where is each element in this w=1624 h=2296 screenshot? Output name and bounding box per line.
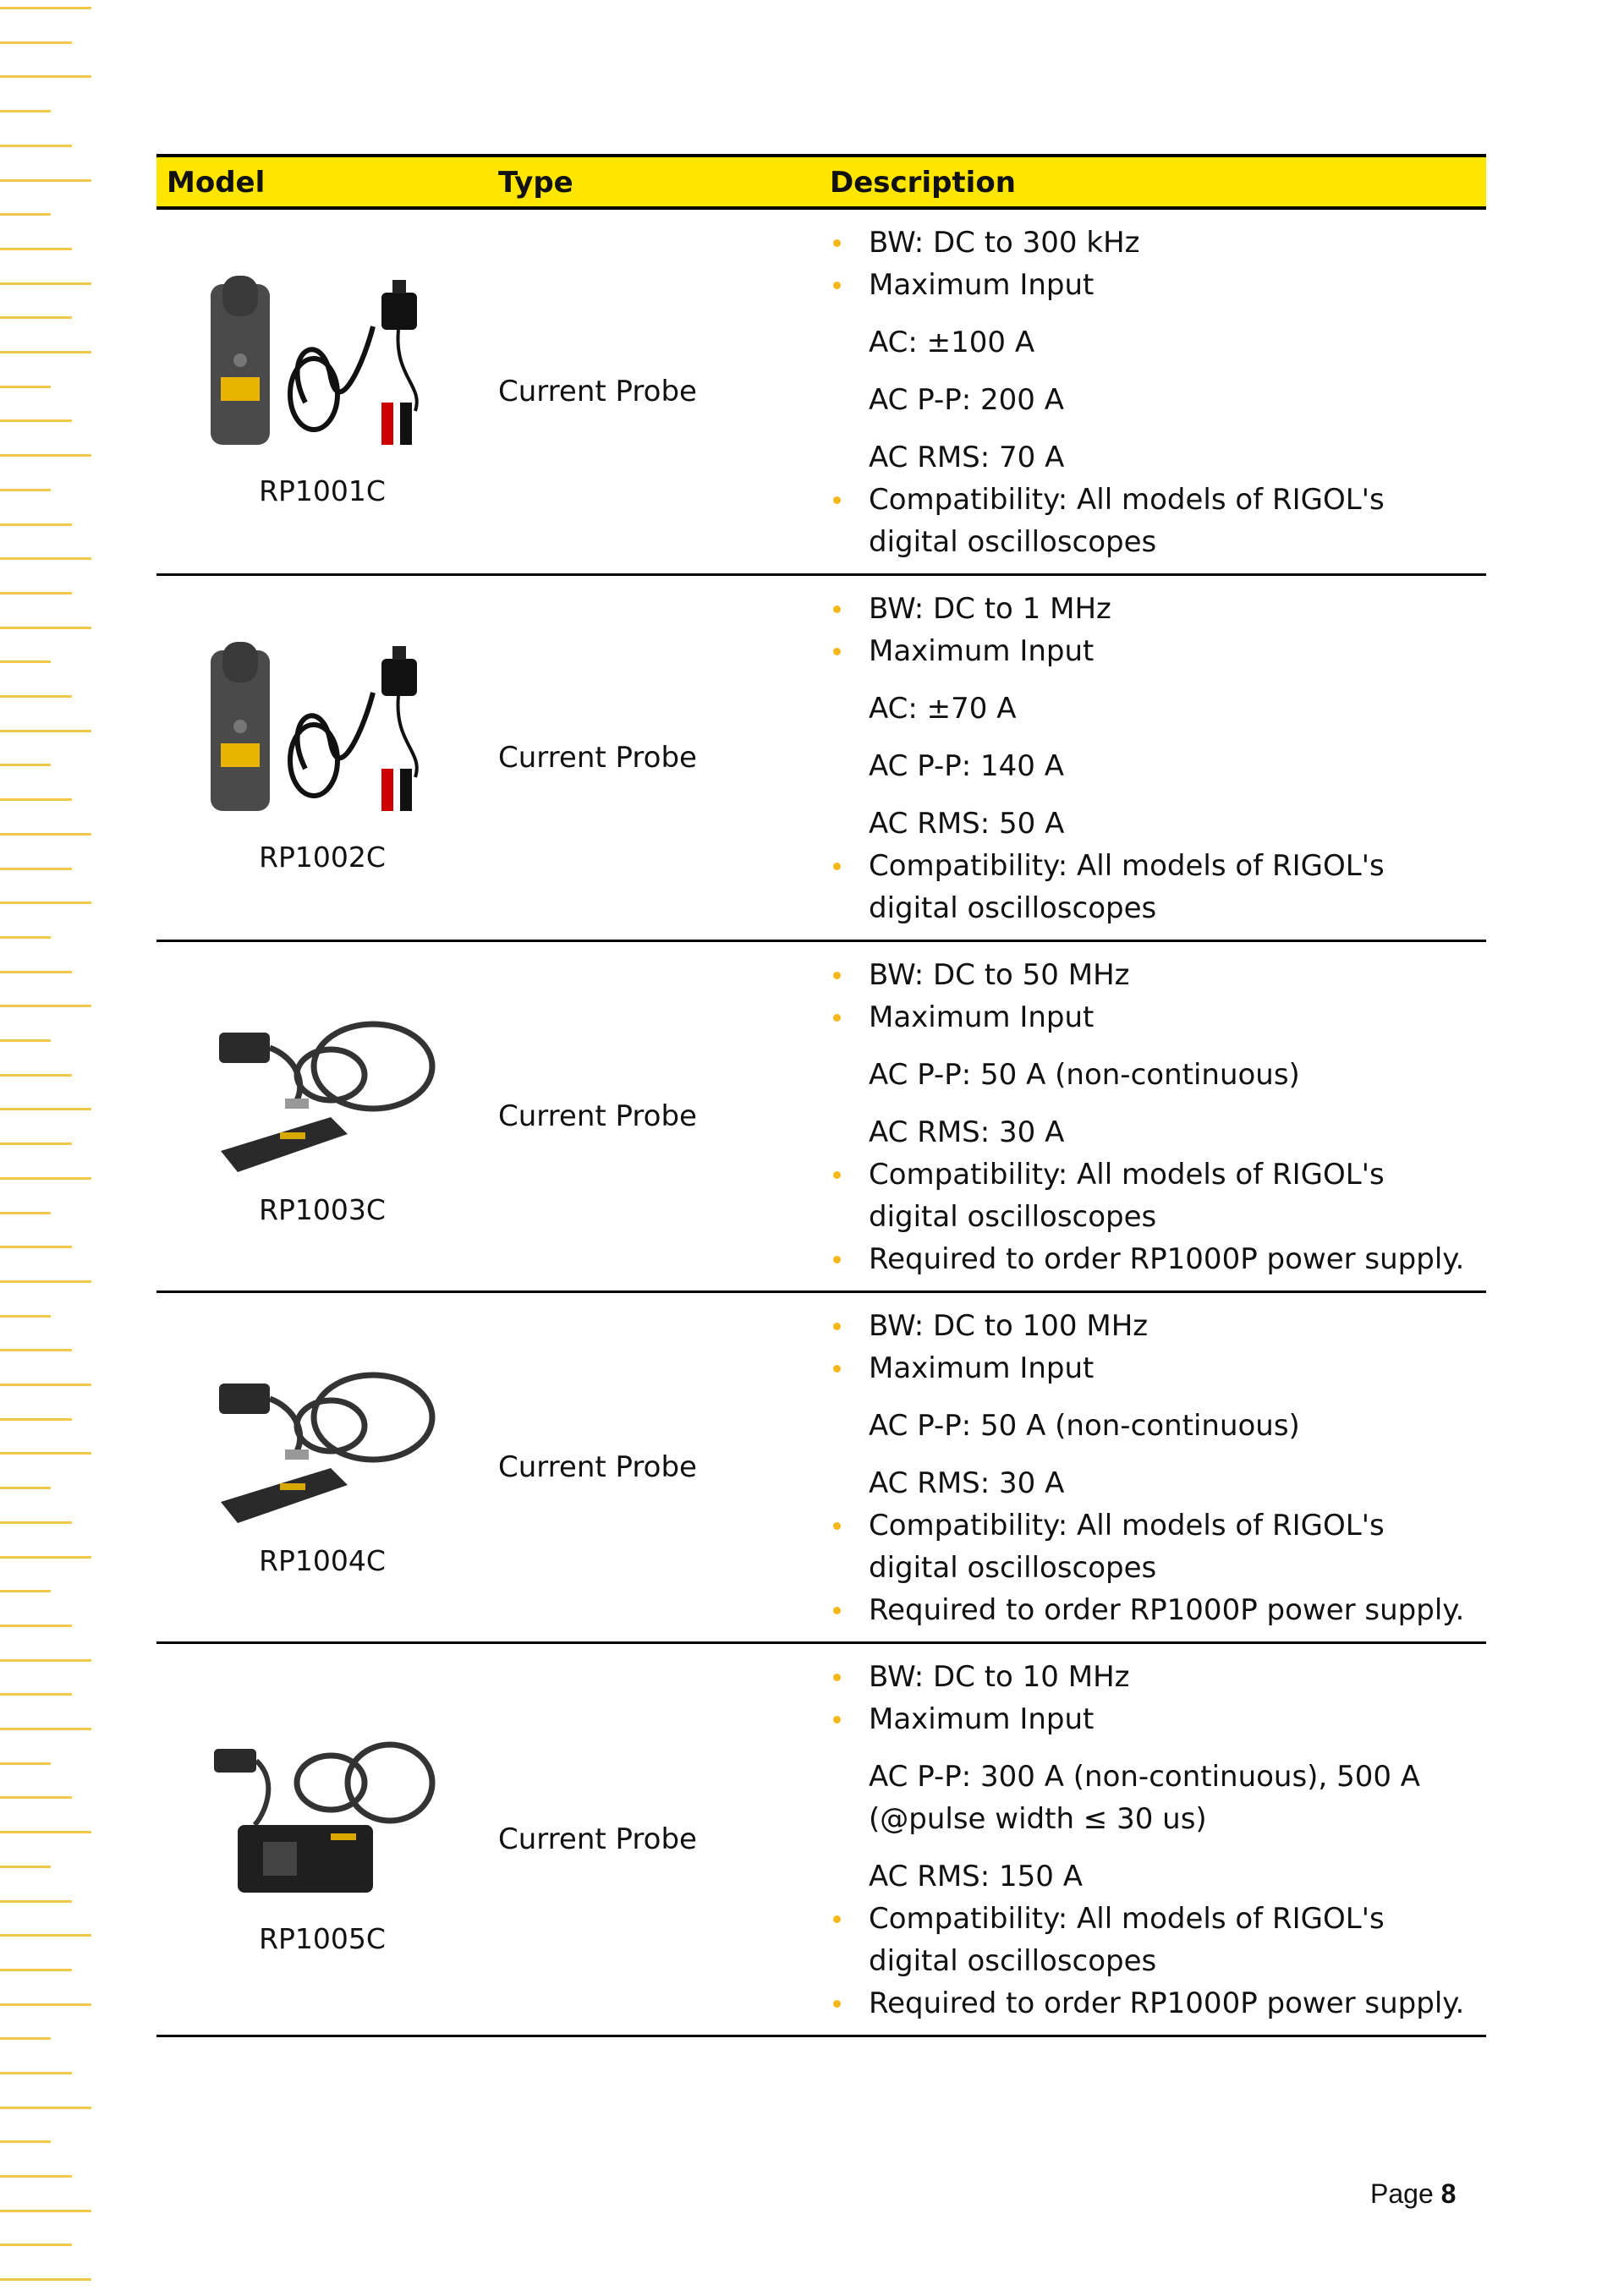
- ruler-line: [0, 1866, 51, 1868]
- header-model: Model: [156, 156, 488, 208]
- spec-bullet-item: BW: DC to 100 MHz: [830, 1305, 1476, 1347]
- page-number: [1370, 2178, 1456, 2210]
- clamp-probe-kit-icon: [167, 276, 478, 458]
- ruler-line: [0, 1074, 72, 1077]
- clamp-probe-kit-icon: [167, 642, 478, 824]
- description-cell: [820, 1292, 1486, 1643]
- ruler-line: [0, 764, 51, 766]
- spec-bullet-item: Maximum Input: [830, 1698, 1476, 1740]
- spec-sub-item: AC: ±70 A: [869, 692, 1017, 726]
- description-list: [830, 210, 1476, 573]
- ruler-line: [0, 695, 72, 698]
- ruler-line: [0, 2175, 72, 2178]
- ruler-line: [0, 1590, 51, 1592]
- type-cell: Current Probe: [488, 208, 820, 575]
- table-row: [156, 941, 1486, 1292]
- ruler-line: [0, 730, 91, 732]
- ruler-line: [0, 1039, 51, 1042]
- description-cell: [820, 208, 1486, 575]
- page-number-value: 8: [1440, 2178, 1457, 2209]
- ruler-line: [0, 419, 72, 422]
- ruler-line: [0, 1384, 91, 1386]
- ruler-line: [0, 489, 51, 491]
- spec-bullet-item: BW: DC to 50 MHz: [830, 954, 1476, 996]
- header-description: Description: [820, 156, 1486, 208]
- ruler-line: [0, 41, 72, 44]
- ruler-line: [0, 2210, 91, 2212]
- spec-bullet-item: Compatibility: All models of RIGOL's digital oscilloscopes: [830, 1898, 1476, 1982]
- ruler-line: [0, 351, 91, 353]
- ruler-line: [0, 1728, 91, 1730]
- ruler-line: [0, 2278, 91, 2281]
- table-row: [156, 1292, 1486, 1643]
- type-cell: Current Probe: [488, 1643, 820, 2036]
- ruler-line: [0, 1143, 72, 1145]
- type-cell: Current Probe: [488, 575, 820, 941]
- spec-sub-item: AC RMS: 50 A: [869, 807, 1065, 841]
- spec-bullet-item: Maximum Input: [830, 630, 1476, 672]
- spec-sub-item: AC P-P: 50 A (non-continuous): [869, 1058, 1300, 1092]
- model-name: RP1004C: [259, 1543, 386, 1577]
- table-header-row: [156, 156, 1486, 208]
- table-row: [156, 1643, 1486, 2036]
- ruler-line: [0, 1487, 51, 1489]
- page-label: Page: [1370, 2178, 1434, 2209]
- spec-bullet-item: BW: DC to 1 MHz: [830, 588, 1476, 630]
- spec-bullet-item: Compatibility: All models of RIGOL's digital oscilloscopes: [830, 845, 1476, 929]
- ruler-line: [0, 1900, 72, 1903]
- model-cell: [156, 1292, 488, 1643]
- decorative-ruler: [0, 0, 102, 2296]
- clamp-probe-cable-icon: [167, 1007, 478, 1176]
- ruler-line: [0, 1831, 91, 1833]
- ruler-line: [0, 1693, 72, 1696]
- ruler-line: [0, 2140, 51, 2143]
- ruler-line: [0, 627, 91, 629]
- spec-bullet-item: Maximum Input: [830, 264, 1476, 306]
- ruler-line: [0, 1005, 91, 1007]
- ruler-line: [0, 2072, 72, 2074]
- model-cell: [156, 208, 488, 575]
- ruler-line: [0, 1659, 91, 1662]
- ruler-line: [0, 868, 72, 870]
- description-list: [830, 576, 1476, 940]
- ruler-line: [0, 1246, 72, 1248]
- ruler-line: [0, 1315, 51, 1318]
- model-cell: [156, 941, 488, 1292]
- description-cell: [820, 1643, 1486, 2036]
- ruler-line: [0, 1796, 72, 1799]
- spec-bullet-item: Maximum Input: [830, 996, 1476, 1038]
- spec-sub-item: AC RMS: 70 A: [869, 441, 1065, 474]
- description-list: [830, 1293, 1476, 1641]
- table-row: [156, 575, 1486, 941]
- ruler-line: [0, 1212, 51, 1214]
- spec-sub-item: AC RMS: 150 A: [869, 1860, 1083, 1893]
- spec-bullet-item: BW: DC to 300 kHz: [830, 222, 1476, 264]
- ruler-line: [0, 145, 72, 147]
- spec-sub-item: AC: ±100 A: [869, 326, 1035, 359]
- ruler-line: [0, 971, 72, 973]
- spec-sub-item: AC RMS: 30 A: [869, 1115, 1065, 1149]
- ruler-line: [0, 1349, 72, 1351]
- model-name: RP1003C: [259, 1192, 386, 1226]
- ruler-line: [0, 7, 91, 9]
- ruler-line: [0, 1280, 91, 1283]
- ruler-line: [0, 1625, 72, 1627]
- ruler-line: [0, 1762, 51, 1765]
- ruler-line: [0, 1934, 91, 1937]
- spec-bullet-item: Compatibility: All models of RIGOL's digital oscilloscopes: [830, 479, 1476, 563]
- spec-sub-item: AC P-P: 50 A (non-continuous): [869, 1409, 1300, 1443]
- ruler-line: [0, 557, 91, 560]
- ruler-line: [0, 1969, 72, 1971]
- ruler-line: [0, 1452, 91, 1455]
- ruler-line: [0, 248, 72, 250]
- model-cell: [156, 1643, 488, 2036]
- model-name: RP1005C: [259, 1922, 386, 1955]
- spec-bullet-item: Compatibility: All models of RIGOL's digital oscilloscopes: [830, 1153, 1476, 1238]
- table-row: [156, 208, 1486, 575]
- ruler-line: [0, 833, 91, 836]
- ruler-line: [0, 110, 51, 112]
- ruler-line: [0, 1521, 72, 1524]
- ruler-line: [0, 1108, 91, 1110]
- spec-sub-item: AC P-P: 140 A: [869, 749, 1064, 783]
- ruler-line: [0, 2003, 91, 2006]
- ruler-line: [0, 386, 51, 388]
- ruler-line: [0, 2107, 91, 2109]
- ruler-line: [0, 523, 72, 526]
- ruler-line: [0, 316, 72, 319]
- ruler-line: [0, 2037, 51, 2040]
- model-name: RP1001C: [259, 474, 386, 507]
- ruler-line: [0, 1418, 72, 1421]
- high-current-clamp-probe-icon: [167, 1723, 478, 1905]
- ruler-line: [0, 1177, 91, 1180]
- spec-bullet-item: BW: DC to 10 MHz: [830, 1656, 1476, 1698]
- ruler-line: [0, 936, 51, 939]
- ruler-line: [0, 901, 91, 904]
- spec-bullet-item: Required to order RP1000P power supply.: [830, 1982, 1476, 2025]
- spec-bullet-item: Compatibility: All models of RIGOL's digital oscilloscopes: [830, 1504, 1476, 1589]
- ruler-line: [0, 592, 72, 595]
- description-list: [830, 942, 1476, 1290]
- type-cell: Current Probe: [488, 1292, 820, 1643]
- ruler-line: [0, 179, 91, 182]
- ruler-line: [0, 660, 51, 663]
- ruler-line: [0, 1556, 91, 1559]
- probe-spec-table: [156, 154, 1486, 2037]
- description-cell: [820, 941, 1486, 1292]
- spec-sub-item: AC P-P: 300 A (non-continuous), 500 A (@pulse width ≤ 30 us): [869, 1760, 1421, 1836]
- spec-bullet-item: Required to order RP1000P power supply.: [830, 1238, 1476, 1280]
- ruler-line: [0, 798, 72, 801]
- model-cell: [156, 575, 488, 941]
- type-cell: Current Probe: [488, 941, 820, 1292]
- description-cell: [820, 575, 1486, 941]
- clamp-probe-cable-icon: [167, 1358, 478, 1527]
- ruler-line: [0, 282, 91, 285]
- model-name: RP1002C: [259, 841, 386, 874]
- ruler-line: [0, 213, 51, 216]
- spec-bullet-item: Maximum Input: [830, 1347, 1476, 1389]
- header-type: Type: [488, 156, 820, 208]
- description-list: [830, 1644, 1476, 2035]
- spec-sub-item: AC P-P: 200 A: [869, 383, 1064, 417]
- spec-sub-item: AC RMS: 30 A: [869, 1466, 1065, 1500]
- ruler-line: [0, 2244, 72, 2246]
- ruler-line: [0, 75, 91, 78]
- ruler-line: [0, 454, 91, 457]
- spec-bullet-item: Required to order RP1000P power supply.: [830, 1589, 1476, 1631]
